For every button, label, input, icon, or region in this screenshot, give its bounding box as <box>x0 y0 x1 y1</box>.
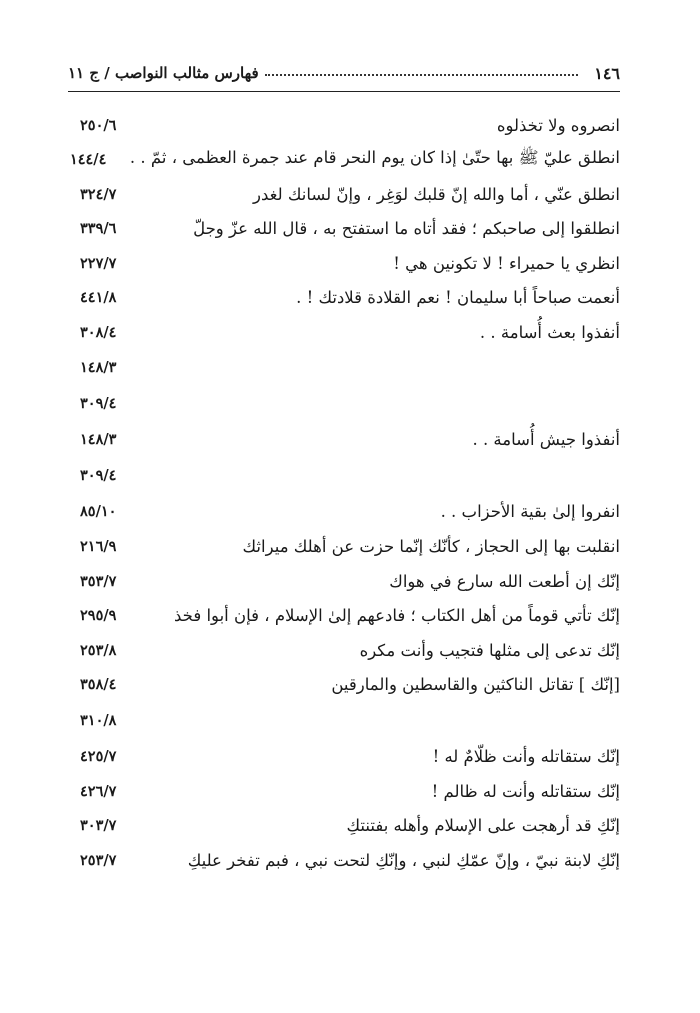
index-entry <box>80 774 620 809</box>
entry-text: [إنّك ] تقاتل الناكثين والقاسطين والمارقين <box>331 675 620 695</box>
entry-ref: ٤٢٦/٧ <box>80 782 117 800</box>
entry-ref: ٨٥/١٠ <box>80 503 117 520</box>
entry-ref: ٢٢٧/٧ <box>80 254 117 272</box>
entry-text: أنعمت صباحاً أبا سليمان ! نعم القلادة قلادتك ! . <box>296 288 620 308</box>
index-entries <box>69 108 620 878</box>
entry-ref: ١٤٨/٣ <box>80 359 117 376</box>
entry-text: انفروا إلىٰ بقية الأحزاب . . <box>440 502 620 521</box>
index-entry <box>80 108 620 143</box>
index-entry <box>80 530 620 565</box>
entry-text: انظري يا حميراء ! لا تكونين هي ! <box>393 253 620 273</box>
entry-ref: ٣٠٩/٤ <box>80 467 117 484</box>
entry-ref: ٣٥٨/٤ <box>80 676 117 694</box>
entry-ref: ١٤٤/٤ <box>69 151 107 169</box>
header-rule <box>68 91 620 92</box>
entry-ref: ٢٥٣/٨ <box>80 641 117 659</box>
entry-text: إنّك ستقاتله وأنت له ظالم ! <box>431 781 620 801</box>
header-dot-leader <box>265 74 579 76</box>
entry-text: انطلقوا إلى صاحبكم ؛ فقد أتاه ما استفتح به ، قال الله عزّ وجلّ <box>193 219 620 239</box>
index-entry <box>80 809 620 844</box>
entry-ref: ٣٢٤/٧ <box>80 185 117 203</box>
index-entry <box>80 386 620 422</box>
index-entry <box>80 177 620 212</box>
index-entry <box>80 494 620 530</box>
index-entry <box>80 564 620 599</box>
index-entry <box>80 843 620 878</box>
entry-ref: ٣٠٨/٤ <box>80 323 117 341</box>
index-entry <box>80 422 620 458</box>
entry-text: إنّكِ لابنة نبيّ ، وإنّ عمّكِ لنبي ، وإنّكِ لتحت نبي ، فبم تفخر عليكِ <box>187 850 620 870</box>
entry-ref: ٤٤١/٨ <box>80 289 117 307</box>
entry-ref: ٢٩٥/٩ <box>80 607 117 625</box>
index-entry <box>80 633 620 668</box>
entry-ref: ٢١٦/٩ <box>80 538 117 556</box>
entry-text: انطلق عنّي ، أما والله إنّ قلبك لوَغِر ، وإنّ لسانك لغدر <box>253 184 620 204</box>
entry-text: إنّكِ قد أرهجت على الإسلام وأهله بفتنتكِ <box>346 816 620 836</box>
entry-ref: ٣٣٩/٦ <box>80 220 117 238</box>
page-number: ١٤٦ <box>594 63 620 83</box>
index-entry <box>80 315 620 350</box>
entry-text: إنّك تأتي قوماً من أهل الكتاب ؛ فادعهم إلىٰ الإسلام ، فإن أبوا فخذ <box>174 606 620 626</box>
entry-text: انطلق عليّ ﷺ بها حتّىٰ إذا كان يوم النحر قام عند جمرة العظمى ، ثمّ . . <box>129 147 620 167</box>
entry-ref: ٣٠٣/٧ <box>80 817 117 835</box>
index-entry <box>80 702 620 738</box>
entry-ref: ٢٥٣/٧ <box>80 851 117 869</box>
index-entry <box>80 668 620 703</box>
index-entry <box>80 350 620 386</box>
entry-ref: ٢٥٠/٦ <box>80 116 117 134</box>
index-entry <box>80 281 620 316</box>
page-header <box>68 58 620 88</box>
entry-text: أنفذوا جيش أُسامة . . <box>472 430 620 449</box>
entry-text: إنّك إن أطعت الله سارع في هواك <box>389 571 620 591</box>
entry-text: إنّك تدعى إلى مثلها فتجيب وأنت مكره <box>359 640 620 660</box>
index-entry <box>80 458 620 494</box>
index-entry <box>80 738 620 774</box>
running-title: فهارس مثالب النواصب / ج ١١ <box>68 64 259 82</box>
entry-text: أنفذوا بعث أُسامة . . <box>479 322 620 342</box>
index-entry <box>69 143 620 178</box>
entry-ref: ١٤٨/٣ <box>80 431 117 448</box>
entry-ref: ٣٥٣/٧ <box>80 572 117 590</box>
entry-ref: ٤٢٥/٧ <box>80 747 117 765</box>
entry-ref: ٣٠٩/٤ <box>80 395 117 412</box>
entry-ref: ٣١٠/٨ <box>80 711 117 729</box>
index-entry <box>80 599 620 634</box>
index-entry <box>80 212 620 247</box>
entry-text: انصروه ولا تخذلوه <box>496 115 620 135</box>
entry-text: انقلبت بها إلى الحجاز ، كأنّك إنّما حزت عن أهلك ميراثك <box>242 537 620 557</box>
entry-text: إنّك ستقاتله وأنت ظلّامٌ له ! <box>432 746 620 766</box>
index-entry <box>80 246 620 281</box>
